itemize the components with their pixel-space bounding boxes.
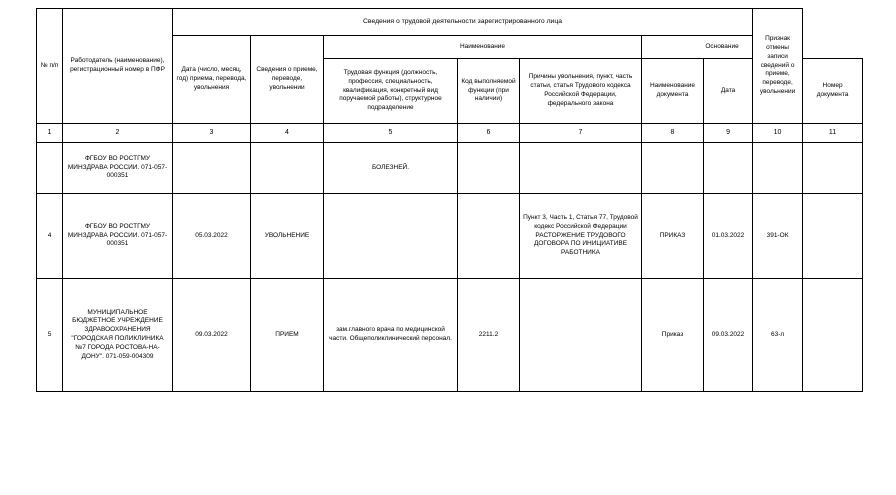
cell-function (324, 194, 458, 279)
header-col-employer: Работодатель (наименование), регистрационный номер в ПФР (63, 9, 173, 124)
cell-date: 05.03.2022 (173, 194, 251, 279)
cell-num (37, 143, 63, 194)
header-col-code: Код выполняемой функции (при наличии) (458, 59, 520, 124)
cell-date (173, 143, 251, 194)
cell-function: зам.главного врача по медицинской части. Общеполиклинический персонал. (324, 279, 458, 392)
header-col-action: Сведения о приеме, переводе, увольнении (251, 36, 324, 124)
cell-employer: ФГБОУ ВО РОСТГМУ МИНЗДРАВА РОССИИ. 071-057-000351 (63, 194, 173, 279)
cell-doc-number: 63-л (753, 279, 803, 392)
cell-num: 4 (37, 194, 63, 279)
cell-reason (520, 143, 642, 194)
cell-cancel (803, 194, 863, 279)
cell-doc-number (753, 143, 803, 194)
header-group-basis: Основание (642, 36, 803, 59)
cell-employer: ФГБОУ ВО РОСТГМУ МИНЗДРАВА РОССИИ. 071-057-000351 (63, 143, 173, 194)
cell-action: ПРИЕМ (251, 279, 324, 392)
cell-doc-date (704, 143, 753, 194)
column-number-10: 10 (753, 124, 803, 143)
cell-doc-date: 01.03.2022 (704, 194, 753, 279)
header-col-doc-date: Дата (704, 59, 753, 124)
column-number-4: 4 (251, 124, 324, 143)
cell-date: 09.03.2022 (173, 279, 251, 392)
cell-employer: МУНИЦИПАЛЬНОЕ БЮДЖЕТНОЕ УЧРЕЖДЕНИЕ ЗДРАВООХРАНЕНИЯ "ГОРОДСКАЯ ПОЛИКЛИНИКА №7 ГОРОДА РОСТОВА-НА-ДОНУ". 071-059-004309 (63, 279, 173, 392)
cell-action: УВОЛЬНЕНИЕ (251, 194, 324, 279)
column-number-6: 6 (458, 124, 520, 143)
cell-reason: Пункт 3, Часть 1, Статья 77, Трудовой кодекс Российской Федерации РАСТОРЖЕНИЕ ТРУДОВОГО ДОГОВОРА ПО ИНИЦИАТИВЕ РАБОТНИКА (520, 194, 642, 279)
header-title-main: Сведения о трудовой деятельности зарегистрированного лица (173, 9, 753, 36)
header-col-reason: Причины увольнения, пункт, часть статьи, статья Трудового кодекса Российской Федерации, федерального закона (520, 59, 642, 124)
cell-num: 5 (37, 279, 63, 392)
cell-doc-date: 09.03.2022 (704, 279, 753, 392)
table-row (37, 194, 863, 279)
cell-doc-number: 391-ОК (753, 194, 803, 279)
column-number-row (37, 124, 863, 143)
cell-function: БОЛЕЗНЕЙ. (324, 143, 458, 194)
header-row-1 (37, 9, 863, 36)
cell-reason (520, 279, 642, 392)
column-number-3: 3 (173, 124, 251, 143)
column-number-11: 11 (803, 124, 863, 143)
header-col-doc-number: Номер документа (803, 59, 863, 124)
cell-doc-name: ПРИКАЗ (642, 194, 704, 279)
header-col-function: Трудовая функция (должность, профессия, специальность, квалификация, конкретный вид поручаемой работы), структурное подразделение (324, 59, 458, 124)
cell-cancel (803, 143, 863, 194)
cell-doc-name: Приказ (642, 279, 704, 392)
header-group-name: Наименование (324, 36, 642, 59)
column-number-9: 9 (704, 124, 753, 143)
cell-doc-name (642, 143, 704, 194)
header-col-cancel: Признак отмены записи сведений о приеме, переводе, увольнении (753, 9, 803, 124)
column-number-5: 5 (324, 124, 458, 143)
cell-code: 2211.2 (458, 279, 520, 392)
cell-action (251, 143, 324, 194)
header-col-num: № п/п (37, 9, 63, 124)
cell-cancel (803, 279, 863, 392)
column-number-2: 2 (63, 124, 173, 143)
column-number-8: 8 (642, 124, 704, 143)
column-number-1: 1 (37, 124, 63, 143)
table-row (37, 279, 863, 392)
cell-code (458, 194, 520, 279)
header-col-doc-name: Наименование документа (642, 59, 704, 124)
document-sheet (36, 8, 862, 392)
table-row (37, 143, 863, 194)
header-col-date: Дата (число, месяц, год) приема, перевода, увольнения (173, 36, 251, 124)
column-number-7: 7 (520, 124, 642, 143)
cell-code (458, 143, 520, 194)
employment-history-table (36, 8, 863, 392)
